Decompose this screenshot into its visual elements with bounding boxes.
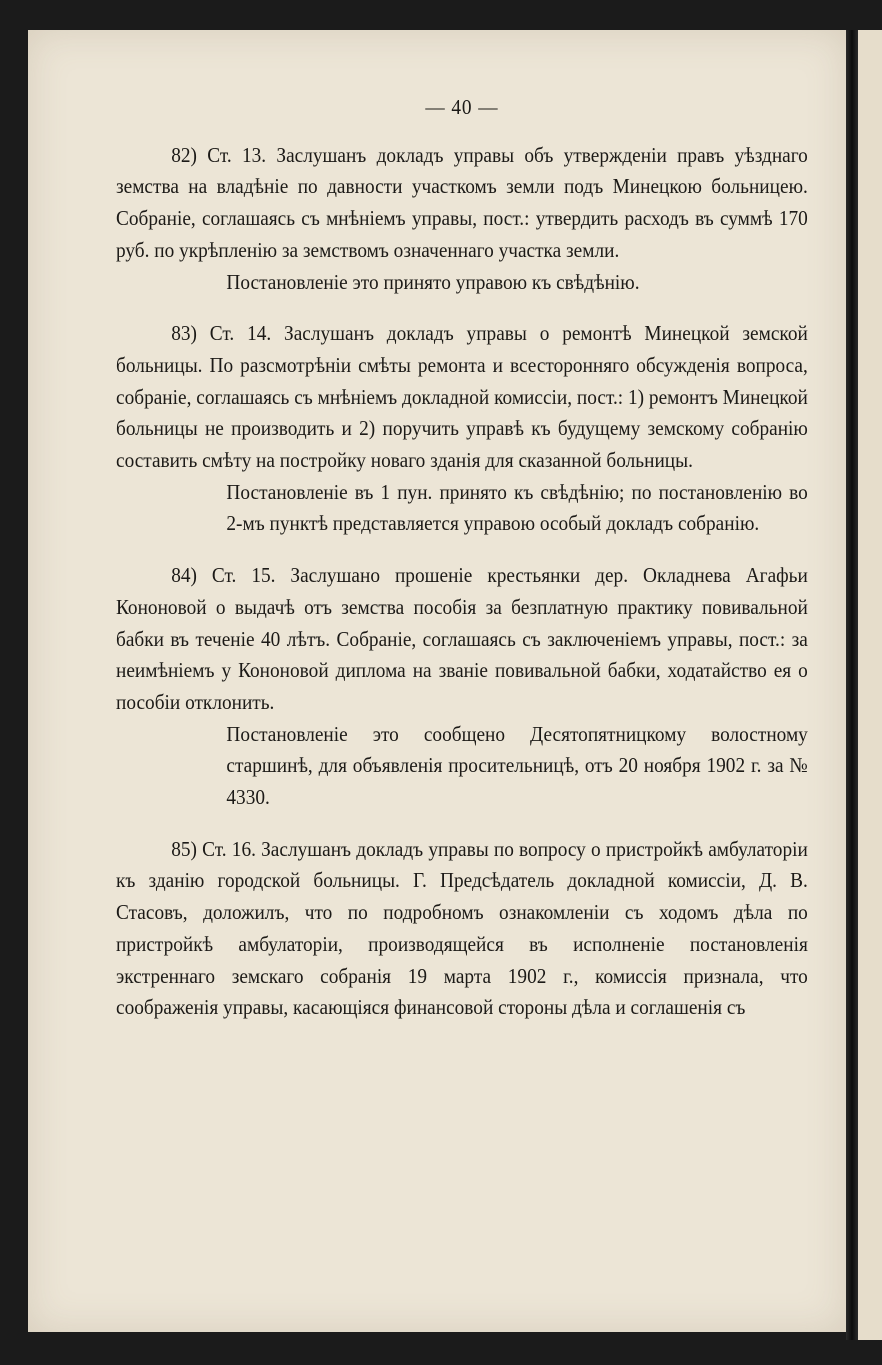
next-page-edge [858, 30, 882, 1340]
page-number: — 40 — [425, 95, 499, 119]
item-84-text: 84) Ст. 15. Заслушано прошеніе крестьянки дер. Окладнева Агафьи Кононовой о выдачѣ отъ земства пособія за безплатную практику повивальной бабки въ теченіе 40 лѣтъ. Собраніе, соглашаясь съ заключеніемъ управы, пост.: за неимѣніемъ у Кононовой диплома на званіе повивальной бабки, ходатайство ея о пособіи отклонить. [116, 563, 808, 714]
item-85-text: 85) Ст. 16. Заслушанъ докладъ управы по вопросу о пристройкѣ амбулаторіи къ зданію городской больницы. Г. Предсѣдатель докладной комиссіи, Д. В. Стасовъ, доложилъ, что по подробномъ ознакомленіи съ ходомъ дѣла по пристройкѣ амбулаторіи, производящейся въ исполненіе постановленія экстреннаго земскаго собранія 19 марта 1902 г., комиссія признала, что соображенія управы, касающіяся финансовой стороны дѣла и соглашенія съ [116, 836, 808, 1020]
item-84-resolution: Постановленіе это сообщено Десятопятницкому волостному старшинѣ, для объявленія просительницѣ, отъ 20 ноября 1902 г. за № 4330. [226, 721, 808, 810]
item-83-text: 83) Ст. 14. Заслушанъ докладъ управы о ремонтѣ Минецкой земской больницы. По разсмотрѣніи смѣты ремонта и всесторонняго обсужденія вопроса, собраніе, соглашаясь съ мнѣніемъ докладной комиссіи, пост.: 1) ремонтъ Минецкой больницы не производить и 2) поручить управѣ къ будущему земскому собранію составить смѣту на постройку новаго зданія для сказанной больницы. [116, 321, 808, 473]
page-text [116, 92, 808, 1024]
item-82-text: 82) Ст. 13. Заслушанъ докладъ управы объ утвержденіи правъ уѣзднаго земства на владѣніе по давности участкомъ земли подъ Минецкою больницею. Собраніе, соглашаясь съ мнѣніемъ управы, пост.: утвердить расходъ въ суммѣ 170 руб. по укрѣпленію за земствомъ означеннаго участка земли. [116, 142, 808, 262]
item-83-resolution: Постановленіе въ 1 пун. принято къ свѣдѣнію; по постановленію во 2-мъ пунктѣ представляется управою особый докладъ собранію. [226, 479, 808, 536]
item-82-resolution: Постановленіе это принято управою къ свѣдѣнію. [226, 269, 640, 294]
book-gutter [846, 30, 858, 1340]
